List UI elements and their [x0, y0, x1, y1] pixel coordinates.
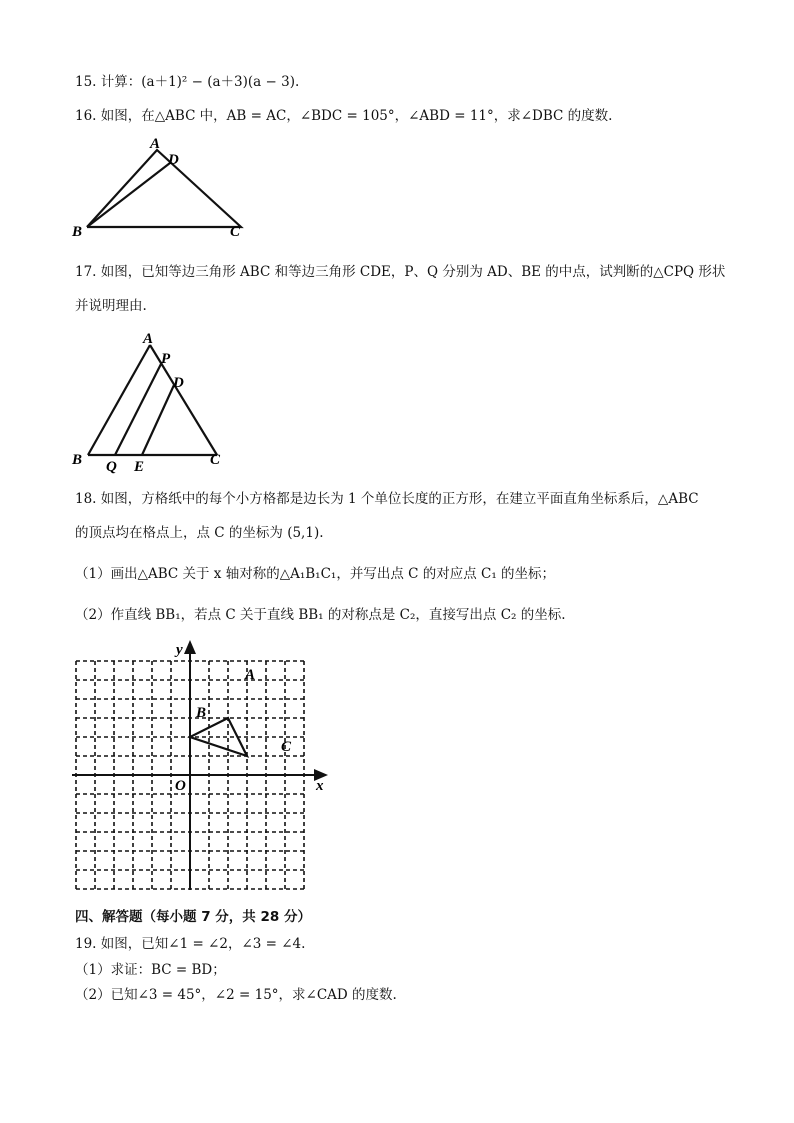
question-18-line-1: 18. 如图，方格纸中的每个小方格都是边长为 1 个单位长度的正方形，在建立平面直角坐标系后，△ABC [75, 491, 699, 507]
fig18-label-y: y [176, 642, 183, 658]
question-15: 15. 计算：(a＋1)² − (a＋3)(a − 3). [75, 74, 300, 90]
fig17-label-p: P [161, 351, 171, 367]
fig17-label-d: D [173, 375, 184, 391]
section-4-heading: 四、解答题（每小题 7 分，共 28 分） [75, 909, 311, 925]
fig18-label-a: A [245, 667, 256, 683]
fig17-label-b: B [72, 452, 83, 468]
y-axis-arrow-icon [184, 640, 196, 654]
question-17-line-1: 17. 如图，已知等边三角形 ABC 和等边三角形 CDE，P、Q 分别为 AD、BE 的中点，试判断的△CPQ 形状 [75, 264, 726, 280]
fig17-label-a: A [143, 331, 154, 347]
fig16-label-d: D [168, 152, 179, 168]
figure-16-triangle [70, 135, 250, 240]
question-18-part-2: （2）作直线 BB₁，若点 C 关于直线 BB₁ 的对称点是 C₂，直接写出点 C₂ 的坐标. [75, 607, 566, 623]
question-19-line-1: 19. 如图，已知∠1 = ∠2，∠3 = ∠4. [75, 936, 306, 952]
question-19-part-1: （1）求证：BC = BD； [75, 962, 226, 978]
fig18-label-b: B [196, 705, 207, 721]
figure-17-triangles [70, 330, 235, 475]
fig18-label-x: x [316, 778, 324, 794]
fig17-label-q: Q [106, 459, 117, 475]
question-19-part-2: （2）已知∠3 = 45°，∠2 = 15°，求∠CAD 的度数. [75, 987, 397, 1003]
question-18-line-2: 的顶点均在格点上，点 C 的坐标为 (5,1). [75, 525, 324, 541]
fig18-label-c: C [281, 739, 292, 755]
fig16-label-a: A [150, 136, 161, 152]
question-17-line-2: 并说明理由. [75, 298, 147, 314]
question-18-part-1: （1）画出△ABC 关于 x 轴对称的△A₁B₁C₁，并写出点 C 的对应点 C₁ 的坐标； [75, 566, 556, 582]
fig17-label-c: C [210, 452, 221, 468]
fig16-label-b: B [72, 224, 83, 240]
question-16: 16. 如图，在△ABC 中，AB = AC，∠BDC = 105°，∠ABD = 11°，求∠DBC 的度数. [75, 108, 613, 124]
fig17-label-e: E [134, 459, 145, 475]
fig16-label-c: C [230, 224, 241, 240]
figure-18-coordinate-grid [70, 638, 335, 898]
fig18-label-o: O [175, 778, 186, 794]
